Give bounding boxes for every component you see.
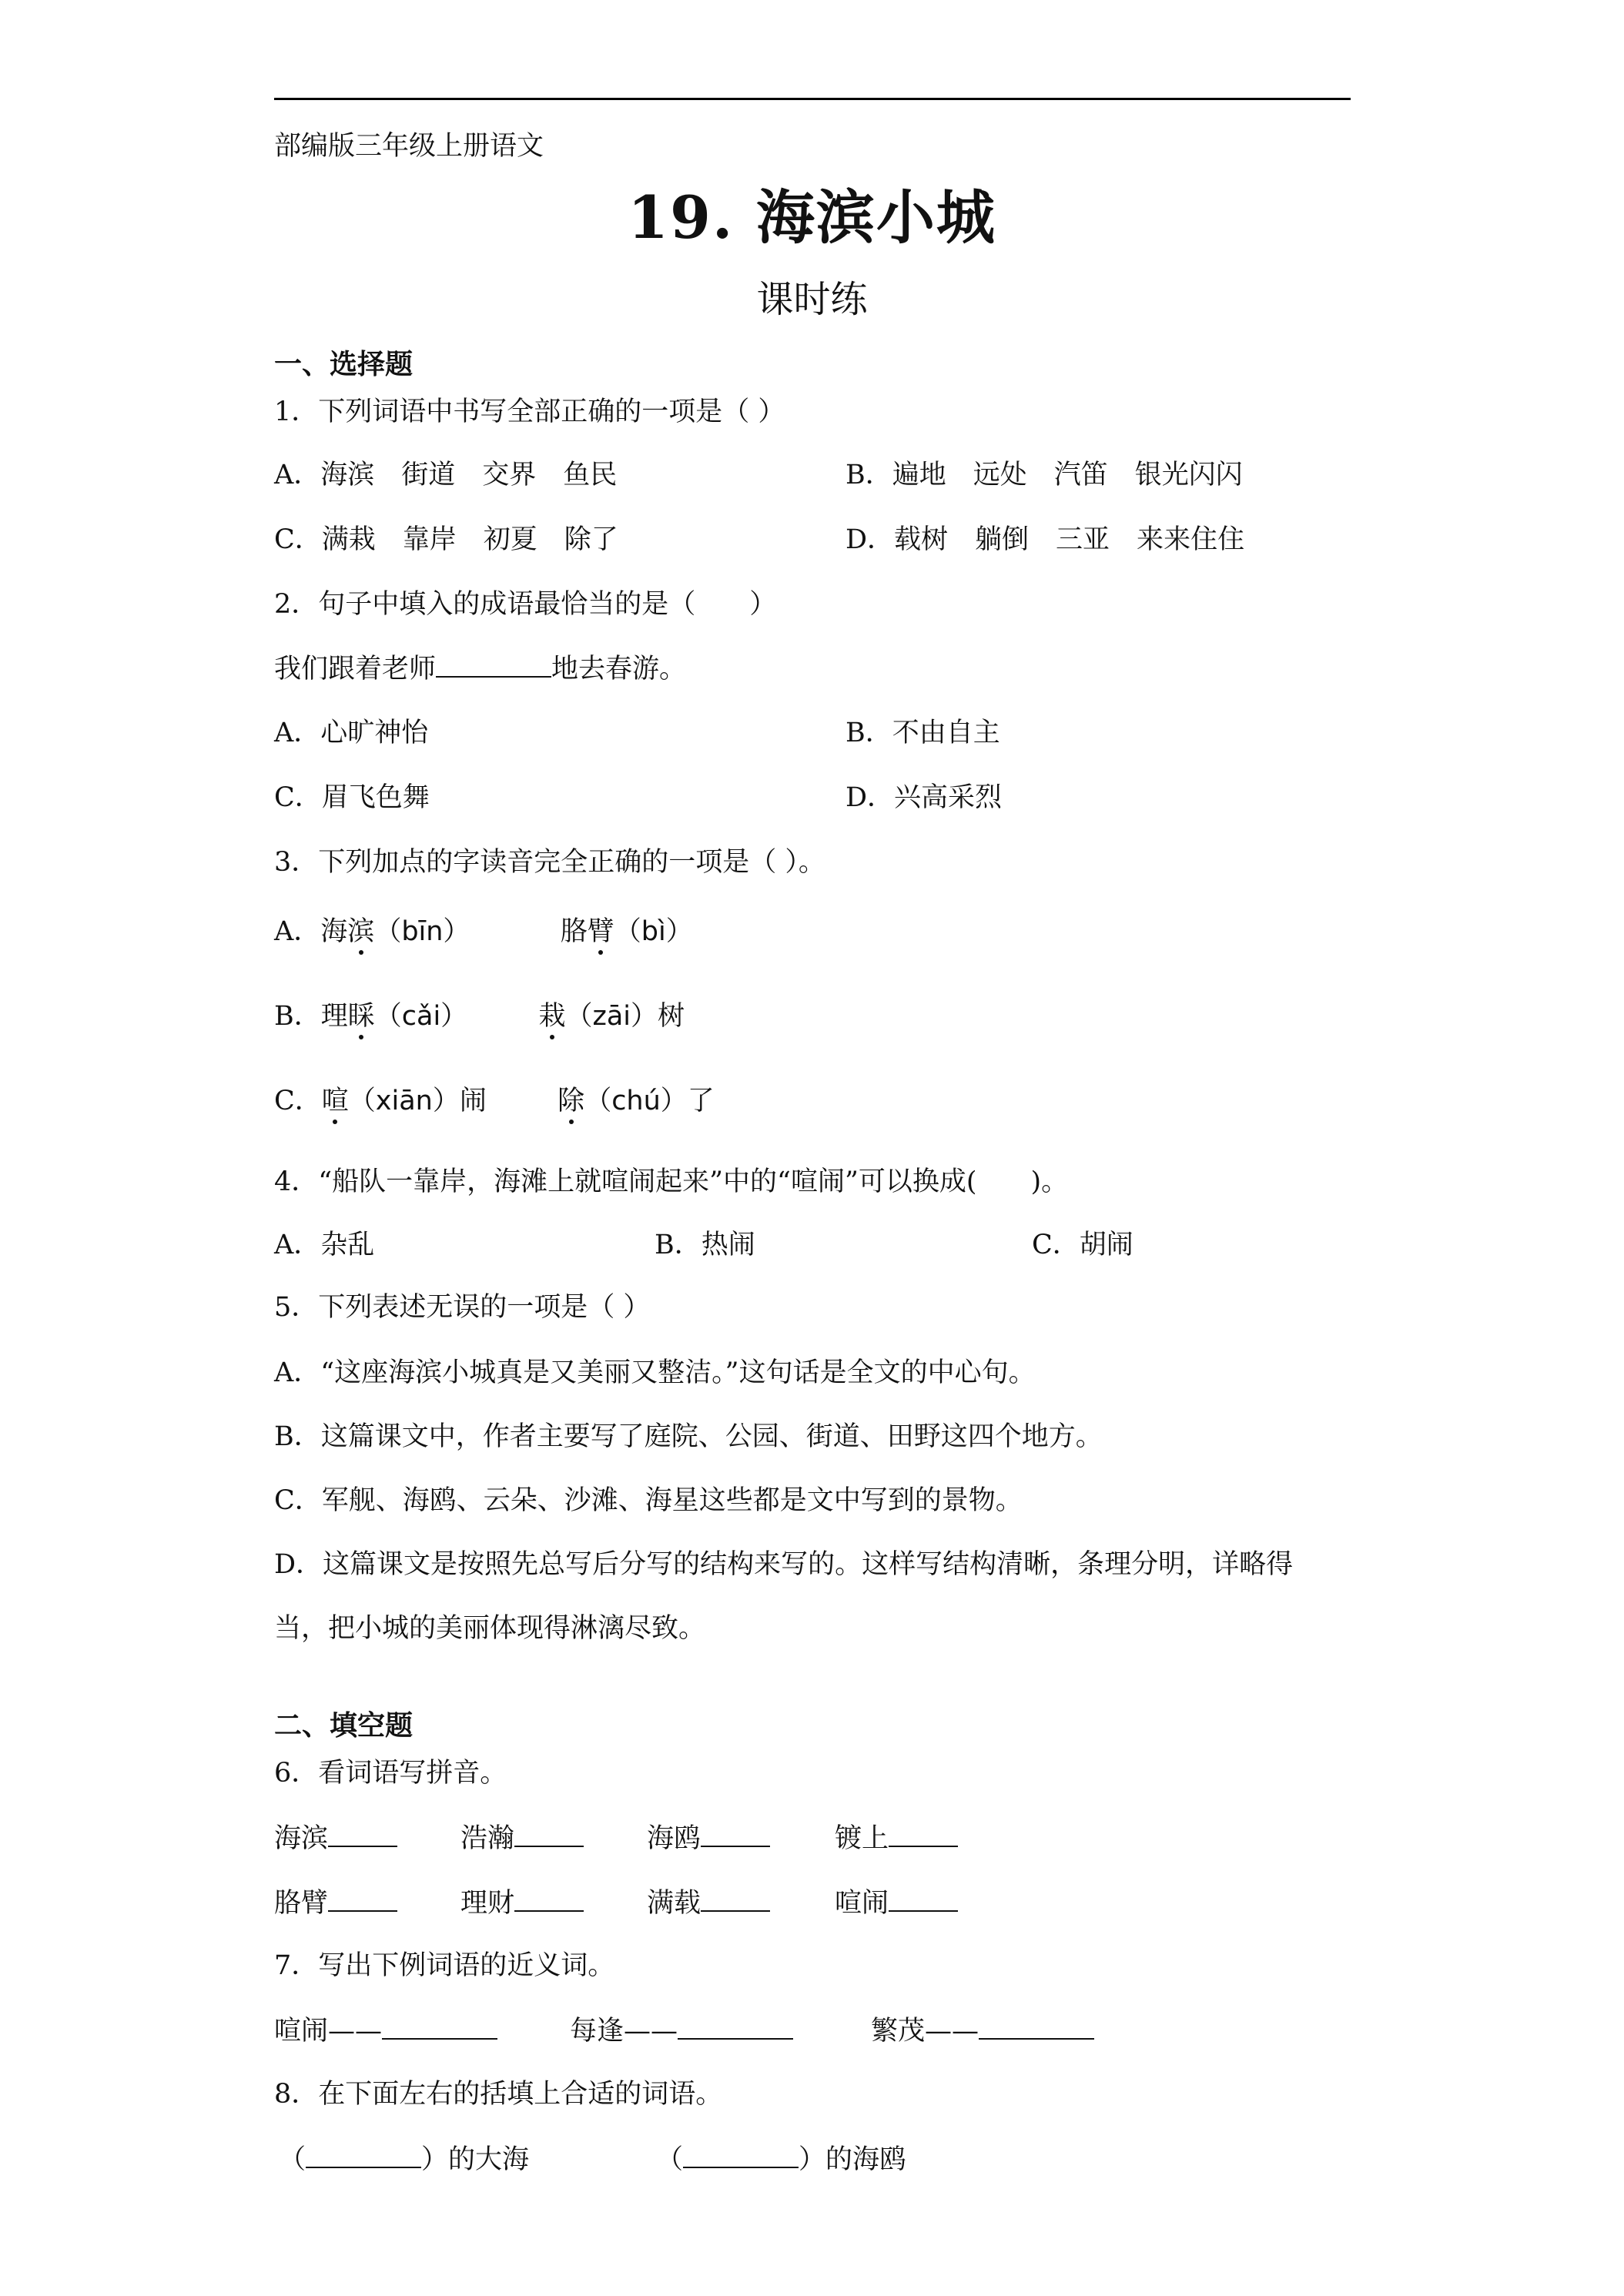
q6-stem: 6．看词语写拼音。 xyxy=(274,1758,507,1789)
q2-sentence-pre: 我们跟着老师 xyxy=(274,654,437,684)
q8-item-left: （ ）的大海 xyxy=(279,2144,530,2175)
pinyin-blank[interactable] xyxy=(328,1822,397,1847)
q1-option-b: B．遍地 远处 汽笛 银光闪闪 xyxy=(845,460,1243,490)
pinyin-blank[interactable] xyxy=(328,1887,397,1912)
q4-option-c: C．胡闹 xyxy=(1032,1230,1133,1260)
q6-word-5: 胳臂 xyxy=(274,1887,397,1919)
q2-answer-blank[interactable] xyxy=(436,653,551,678)
q5-option-b: B．这篇课文中，作者主要写了庭院、公园、街道、田野这四个地方。 xyxy=(274,1421,1103,1452)
synonym-blank[interactable] xyxy=(678,2015,793,2040)
q7-item-2: 每逢—— xyxy=(570,2015,793,2047)
q3-option-c: C．喧（xiān）闹 除（chú）了 xyxy=(274,1086,715,1116)
dotted-char: 臂 xyxy=(587,916,614,947)
q2-option-d: D．兴高采烈 xyxy=(845,782,1003,813)
pinyin-blank[interactable] xyxy=(701,1822,770,1847)
pinyin-blank[interactable] xyxy=(514,1887,584,1912)
q6-word-6: 理财 xyxy=(460,1887,584,1919)
q8-stem: 8．在下面左右的括填上合适的词语。 xyxy=(274,2079,723,2110)
synonym-blank[interactable] xyxy=(979,2015,1094,2040)
q1-option-a: A．海滨 街道 交界 鱼民 xyxy=(274,460,618,490)
dotted-char: 栽 xyxy=(538,1001,566,1032)
q5-option-d-line1: D．这篇课文是按照先总写后分写的结构来写的。这样写结构清晰，条理分明，详略得 xyxy=(274,1549,1294,1580)
q4-option-a: A．杂乱 xyxy=(274,1230,375,1260)
page-subtitle: 课时练 xyxy=(756,278,868,321)
q1-stem: 1．下列词语中书写全部正确的一项是（ ） xyxy=(274,397,785,427)
pinyin-blank[interactable] xyxy=(514,1822,584,1847)
q3-stem: 3．下列加点的字读音完全正确的一项是（ ）。 xyxy=(274,847,825,878)
dotted-char: 滨 xyxy=(347,916,375,947)
q6-word-8: 喧闹 xyxy=(835,1887,958,1919)
pinyin-blank[interactable] xyxy=(889,1887,958,1912)
dotted-char: 喧 xyxy=(321,1086,349,1116)
q6-word-2: 浩瀚 xyxy=(460,1822,584,1854)
word-blank[interactable] xyxy=(306,2144,421,2168)
word-blank[interactable] xyxy=(683,2144,799,2168)
q3-option-b: B．理睬（cǎi） 栽（zāi）树 xyxy=(274,1001,685,1032)
q7-item-1: 喧闹—— xyxy=(274,2015,497,2047)
q5-stem: 5．下列表述无误的一项是（ ） xyxy=(274,1292,651,1323)
section-heading-choice: 一、选择题 xyxy=(274,348,414,380)
q1-option-c: C．满栽 靠岸 初夏 除了 xyxy=(274,524,618,555)
pinyin-blank[interactable] xyxy=(701,1887,770,1912)
q6-word-7: 满载 xyxy=(647,1887,770,1919)
q5-option-d-line2: 当，把小城的美丽体现得淋漓尽致。 xyxy=(274,1613,706,1644)
dotted-char: 除 xyxy=(558,1086,585,1116)
q2-sentence-post: 地去春游。 xyxy=(551,654,687,684)
synonym-blank[interactable] xyxy=(382,2015,497,2040)
q2-option-c: C．眉飞色舞 xyxy=(274,782,430,813)
pinyin-blank[interactable] xyxy=(889,1822,958,1847)
q6-word-4: 镀上 xyxy=(835,1822,958,1854)
dotted-char: 睬 xyxy=(347,1001,375,1032)
q5-option-a: A．“这座海滨小城真是又美丽又整洁。”这句话是全文的中心句。 xyxy=(274,1357,1036,1388)
q4-stem: 4．“船队一靠岸，海滩上就喧闹起来”中的“喧闹”可以换成( )。 xyxy=(274,1166,1069,1197)
q5-option-c: C．军舰、海鸥、云朵、沙滩、海星这些都是文中写到的景物。 xyxy=(274,1485,1023,1516)
q2-sentence xyxy=(274,653,686,684)
q2-option-b: B．不由自主 xyxy=(845,718,1000,748)
q3-option-a: A．海滨（bīn） 胳臂（bì） xyxy=(274,916,693,947)
q4-option-b: B．热闹 xyxy=(655,1230,755,1260)
header-rule xyxy=(274,98,1351,100)
q8-item-right: （ ）的海鸥 xyxy=(656,2144,907,2175)
q1-option-d: D．载树 躺倒 三亚 来来住住 xyxy=(845,524,1245,555)
section-heading-fill: 二、填空题 xyxy=(274,1709,414,1742)
q7-item-3: 繁茂—— xyxy=(871,2015,1094,2047)
q2-option-a: A．心旷神怡 xyxy=(274,718,429,748)
page-title: 19. 海滨小城 xyxy=(628,183,996,252)
q7-stem: 7．写出下例词语的近义词。 xyxy=(274,1950,615,1981)
q6-word-3: 海鸥 xyxy=(647,1822,770,1854)
q2-stem: 2．句子中填入的成语最恰当的是（ ） xyxy=(274,589,777,620)
q6-word-1: 海滨 xyxy=(274,1822,397,1854)
book-label: 部编版三年级上册语文 xyxy=(274,131,544,162)
